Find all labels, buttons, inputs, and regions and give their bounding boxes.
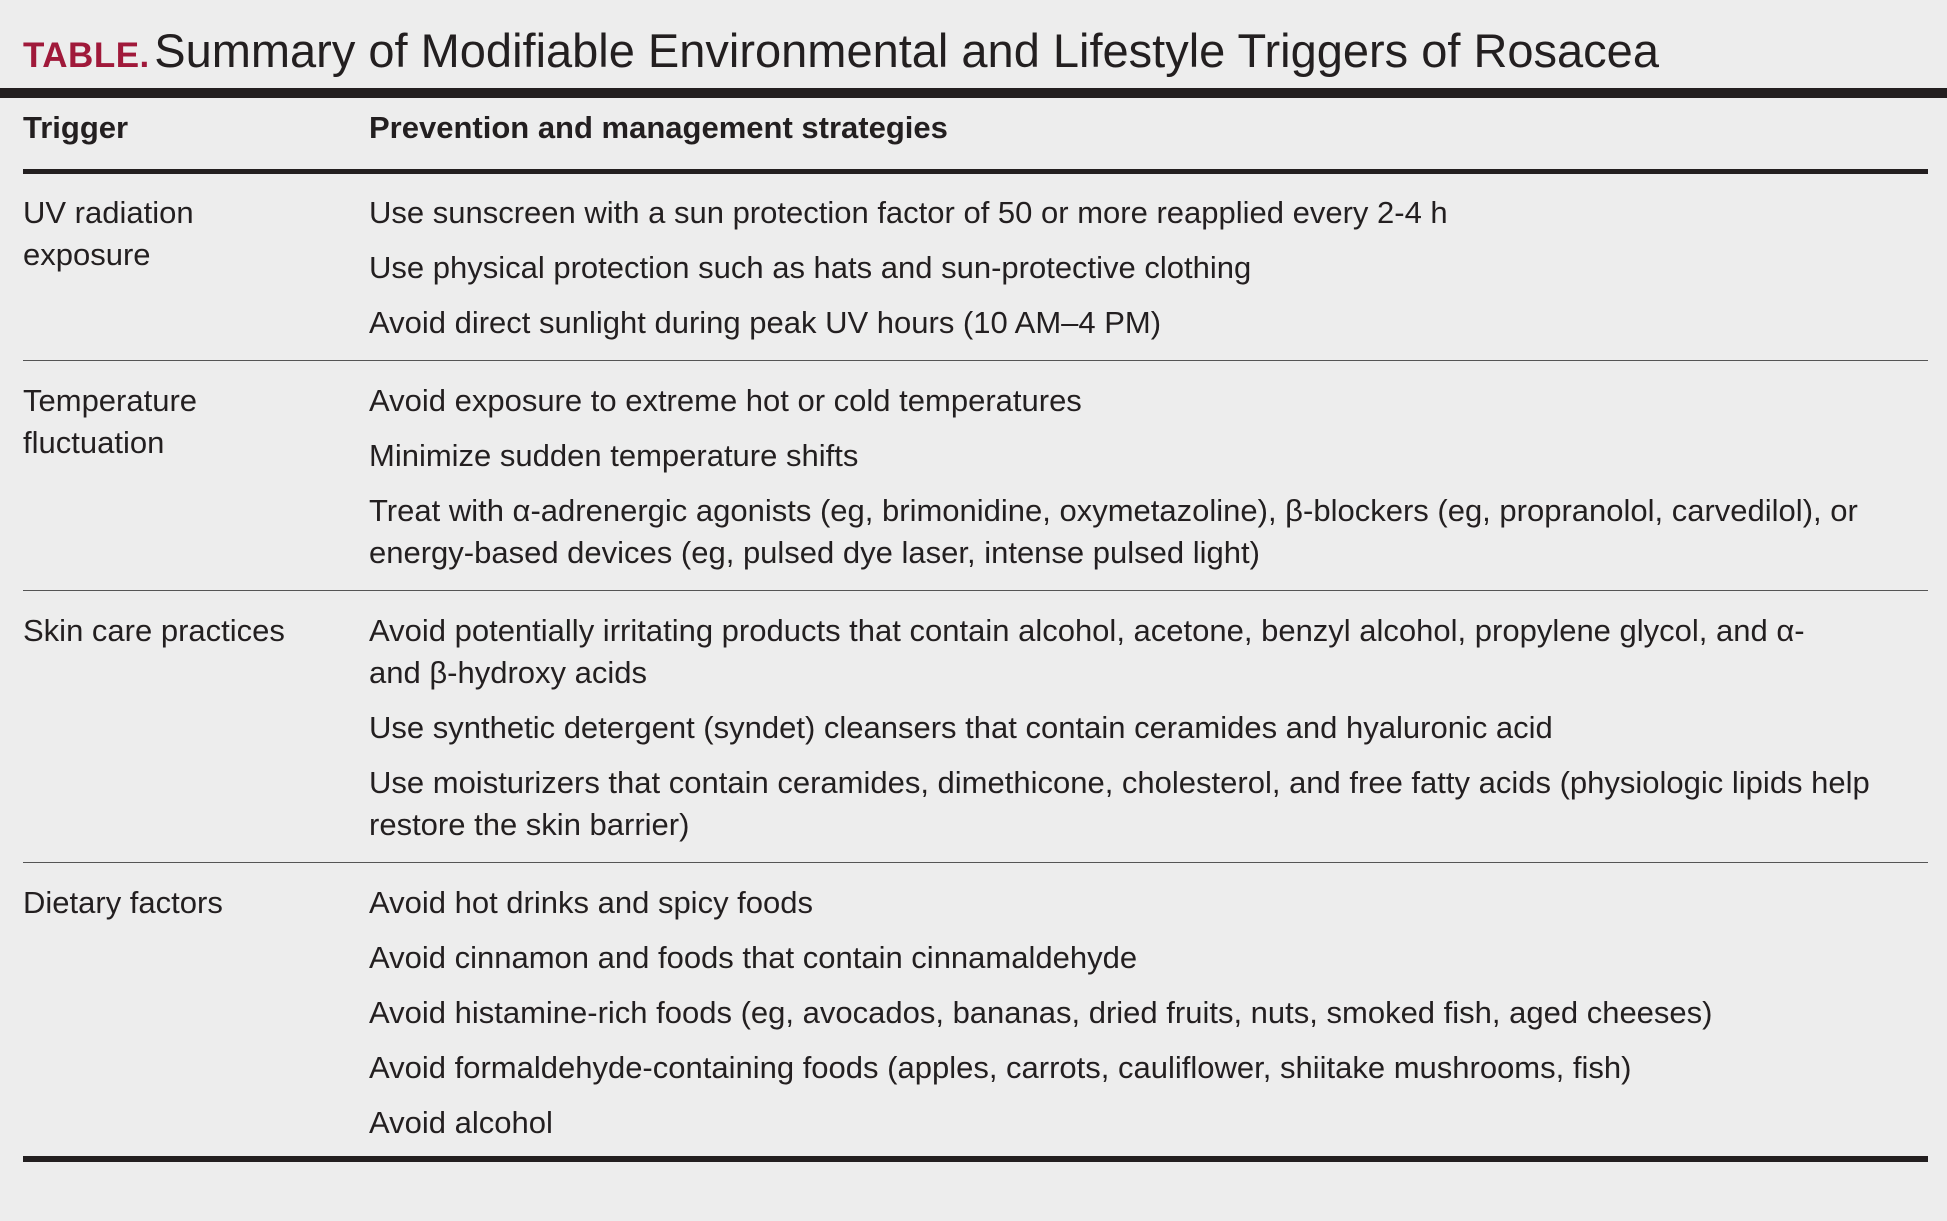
strategy-item: Avoid cinnamon and foods that contain cinnamaldehyde (369, 940, 1138, 975)
table-title (23, 22, 1659, 92)
header-strategies: Prevention and management strategies (369, 110, 948, 145)
table-row-dietary (23, 864, 1928, 1154)
strategy-item: Avoid alcohol (369, 1105, 553, 1140)
strategy-item: Minimize sudden temperature shifts (369, 438, 859, 473)
strategy-item: Avoid formaldehyde-containing foods (apples, carrots, cauliflower, shiitake mushrooms, fish) (369, 1050, 1632, 1085)
strategy-item: Avoid potentially irritating products that contain alcohol, acetone, benzyl alcohol, propylene glycol, and α- and β-hydroxy acids (369, 613, 1805, 690)
strategy-list (369, 882, 1929, 1157)
trigger-cell: UV radiation exposure (23, 195, 194, 272)
table-row-temperature (23, 362, 1928, 591)
trigger-cell: Dietary factors (23, 885, 223, 920)
header-trigger: Trigger (23, 110, 129, 145)
strategy-item: Avoid histamine-rich foods (eg, avocados, bananas, dried fruits, nuts, smoked fish, aged cheeses) (369, 995, 1713, 1030)
strategy-item: Avoid exposure to extreme hot or cold temperatures (369, 383, 1082, 418)
strategy-item: Use sunscreen with a sun protection factor of 50 or more reapplied every 2-4 h (369, 195, 1448, 230)
table-header (23, 110, 1928, 168)
strategy-list (369, 380, 1929, 587)
strategy-item: Avoid hot drinks and spicy foods (369, 885, 814, 920)
strategy-item: Use synthetic detergent (syndet) cleansers that contain ceramides and hyaluronic acid (369, 710, 1553, 745)
strategy-list (369, 610, 1929, 859)
table-row-uv-radiation (23, 174, 1928, 361)
strategy-item: Use moisturizers that contain ceramides, dimethicone, cholesterol, and free fatty acids (physiologic lipids help restore the skin barrier) (369, 765, 1870, 842)
strategy-item: Avoid direct sunlight during peak UV hours (10 AM–4 PM) (369, 305, 1162, 340)
table-row-skin-care (23, 592, 1928, 863)
bottom-rule (23, 1156, 1928, 1162)
table-title-text: Summary of Modifiable Environmental and Lifestyle Triggers of Rosacea (154, 24, 1659, 77)
strategy-item: Use physical protection such as hats and sun-protective clothing (369, 250, 1252, 285)
trigger-cell: Skin care practices (23, 613, 285, 648)
strategy-item: Treat with α-adrenergic agonists (eg, brimonidine, oxymetazoline), β-blockers (eg, propranolol, carvedilol), or energy-based devices (eg, pulsed dye laser, intense pulsed light) (369, 493, 1858, 570)
top-rule (0, 88, 1947, 98)
table-label: TABLE. (23, 36, 150, 75)
trigger-cell: Temperature fluctuation (23, 383, 198, 460)
strategy-list (369, 192, 1929, 357)
